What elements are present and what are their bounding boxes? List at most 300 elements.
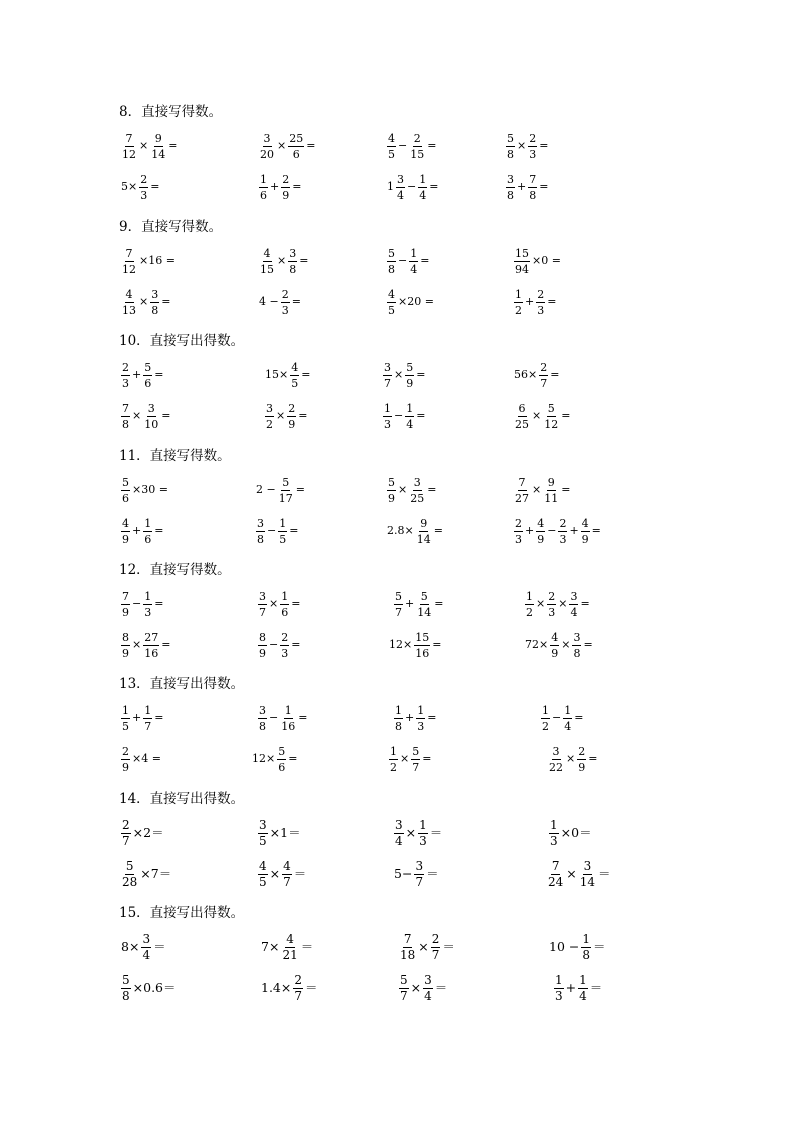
expression-text: =	[588, 752, 598, 765]
fraction-denominator: 9	[122, 646, 129, 660]
fraction-denominator: 7	[144, 719, 152, 733]
expression-text: =	[288, 752, 298, 765]
fraction-denominator: 7	[283, 874, 291, 889]
expression-text: −	[407, 180, 417, 193]
problem-title: 10．直接写出得数。	[119, 333, 245, 349]
fraction	[547, 860, 564, 889]
expression	[258, 243, 309, 279]
fraction-denominator: 16	[415, 646, 430, 660]
fraction-numerator: 2	[122, 360, 129, 374]
problem-title: 11．直接写得数。	[119, 448, 231, 464]
fraction	[121, 631, 130, 660]
expression-text: =	[150, 180, 160, 193]
expression-text: ＝	[442, 939, 455, 954]
fraction-denominator: 13	[122, 303, 136, 317]
fraction-denominator: 7	[122, 833, 130, 848]
expression-text: =	[161, 295, 171, 308]
expression-text: ×	[536, 597, 546, 610]
fraction-numerator: 2	[281, 287, 289, 301]
expression	[524, 627, 594, 663]
fraction	[416, 704, 425, 733]
fraction-denominator: 2	[266, 417, 273, 431]
expression	[120, 357, 164, 393]
fraction-numerator: 5	[278, 744, 286, 758]
fraction-numerator: 6	[518, 401, 526, 415]
fraction-denominator: 2	[515, 303, 522, 317]
fraction	[550, 631, 559, 660]
expression	[393, 700, 437, 736]
expression-text: =	[299, 254, 309, 267]
fraction-numerator: 1	[395, 703, 402, 717]
fraction-denominator: 16	[281, 719, 296, 733]
fraction	[259, 132, 275, 161]
fraction-numerator: 8	[259, 630, 266, 644]
fraction	[121, 819, 131, 848]
expression-text: ×	[410, 980, 422, 995]
expression-text: −	[398, 254, 408, 267]
fraction	[539, 361, 548, 390]
expression-text: ＝	[429, 825, 443, 840]
fraction	[548, 745, 564, 774]
fraction-denominator: 4	[579, 988, 587, 1003]
fraction-numerator: 2	[288, 401, 296, 415]
fraction	[547, 590, 556, 619]
fraction	[572, 631, 581, 660]
fraction	[506, 173, 515, 202]
fraction	[143, 590, 152, 619]
expression-text: =	[289, 524, 299, 537]
fraction-numerator: 3	[570, 589, 578, 603]
expression-text: ×	[532, 409, 542, 422]
fraction-numerator: 4	[551, 630, 559, 644]
fraction-numerator: 3	[259, 817, 267, 832]
expression-text: =	[420, 254, 430, 267]
fraction-denominator: 8	[395, 719, 402, 733]
fraction-numerator: 2	[294, 972, 302, 987]
fraction-denominator: 3	[537, 303, 545, 317]
fraction	[579, 860, 596, 889]
expression	[120, 128, 178, 164]
fraction-numerator: 2	[548, 589, 556, 603]
fraction-numerator: 15	[515, 246, 529, 260]
fraction-numerator: 9	[420, 516, 428, 530]
expression	[120, 398, 171, 434]
fraction-numerator: 7	[125, 246, 133, 260]
fraction	[383, 402, 392, 431]
expression-text: ＝	[305, 980, 318, 995]
fraction-numerator: 5	[395, 589, 402, 603]
expression-text: ＝	[598, 866, 611, 881]
fraction	[394, 704, 403, 733]
expression-text: =	[295, 483, 305, 496]
fraction	[387, 476, 396, 505]
fraction	[121, 860, 138, 889]
fraction	[258, 819, 268, 848]
fraction-numerator: 4	[263, 246, 271, 260]
fraction-denominator: 4	[570, 605, 578, 619]
fraction-denominator: 3	[140, 188, 148, 202]
fraction-numerator: 1	[144, 516, 152, 530]
fraction-numerator: 2	[140, 172, 148, 186]
fraction-numerator: 2	[537, 287, 545, 301]
fraction-denominator: 21	[282, 947, 298, 962]
expression-text: ＝	[589, 980, 603, 995]
expression-text: =	[591, 524, 601, 537]
expression-text: +	[132, 524, 142, 537]
expression	[505, 169, 549, 205]
fraction-denominator: 9	[581, 532, 589, 546]
expression-text: 1	[387, 180, 394, 193]
fraction-numerator: 1	[419, 817, 427, 832]
expression-text: =	[580, 597, 590, 610]
expression	[386, 128, 437, 164]
fraction-denominator: 9	[388, 491, 395, 505]
expression-text: =	[547, 295, 557, 308]
fraction	[259, 247, 275, 276]
fraction	[578, 974, 588, 1003]
fraction-numerator: 5	[388, 246, 395, 260]
fraction-denominator: 8	[507, 188, 514, 202]
fraction	[536, 517, 545, 546]
fraction	[387, 247, 396, 276]
expression	[547, 741, 598, 777]
fraction	[281, 288, 290, 317]
fraction	[290, 361, 299, 390]
fraction-denominator: 5	[291, 376, 299, 390]
expression-text: ×	[517, 139, 527, 152]
expression-text: 15×	[265, 368, 289, 381]
fraction-numerator: 4	[537, 516, 545, 530]
fraction-numerator: 2	[282, 172, 290, 186]
expression-text: ×	[405, 825, 417, 840]
fraction-denominator: 22	[549, 760, 563, 774]
fraction-numerator: 1	[419, 172, 427, 186]
fraction-numerator: 3	[147, 401, 155, 415]
expression-text: ＝	[300, 939, 314, 954]
expression-text: 12×	[252, 752, 276, 765]
fraction-numerator: 27	[144, 630, 159, 644]
fraction	[416, 590, 432, 619]
expression	[264, 398, 308, 434]
fraction-denominator: 7	[400, 988, 408, 1003]
fraction-denominator: 15	[410, 147, 425, 161]
fraction	[278, 517, 287, 546]
expression-text: ＝	[293, 866, 307, 881]
fraction-numerator: 5	[144, 360, 152, 374]
fraction-denominator: 4	[395, 833, 403, 848]
fraction-numerator: 2	[431, 931, 440, 946]
fraction	[418, 819, 428, 848]
fraction	[414, 631, 430, 660]
expression-text: ×	[277, 254, 287, 267]
fraction	[528, 173, 537, 202]
expression	[260, 970, 319, 1006]
expression-text: =	[432, 638, 442, 651]
fraction	[543, 402, 559, 431]
fraction-numerator: 3	[413, 475, 421, 489]
fraction-numerator: 5	[122, 972, 130, 987]
expression	[386, 169, 439, 205]
problem-title: 15．直接写出得数。	[119, 905, 245, 921]
expression-text: +	[132, 711, 142, 724]
expression-text: +	[569, 524, 579, 537]
fraction	[121, 974, 131, 1003]
expression	[120, 741, 162, 777]
fraction-denominator: 8	[122, 417, 129, 431]
fraction	[528, 132, 537, 161]
expression	[120, 856, 172, 892]
fraction-denominator: 3	[548, 605, 556, 619]
expression	[257, 586, 301, 622]
expression	[255, 472, 306, 508]
expression-text: ×	[532, 483, 542, 496]
fraction	[121, 247, 137, 276]
fraction-denominator: 25	[410, 491, 425, 505]
fraction-numerator: 2	[122, 744, 129, 758]
fraction	[563, 704, 572, 733]
fraction	[409, 132, 425, 161]
expression	[257, 627, 301, 663]
fraction-denominator: 7	[384, 376, 391, 390]
fraction-denominator: 9	[122, 605, 129, 619]
fraction-numerator: 1	[279, 516, 287, 530]
expression-text: ×16 =	[139, 254, 175, 267]
fraction-denominator: 3	[281, 646, 289, 660]
fraction	[121, 361, 130, 390]
expression-text: ×	[277, 139, 287, 152]
fraction-numerator: 4	[286, 931, 294, 946]
expression	[513, 513, 602, 549]
expression-text: =	[416, 409, 426, 422]
fraction-denominator: 12	[544, 417, 559, 431]
fraction	[416, 517, 432, 546]
fraction-numerator: 1	[564, 703, 572, 717]
expression-text: =	[429, 180, 439, 193]
fraction	[277, 745, 286, 774]
expression-text: ×	[269, 597, 279, 610]
fraction-denominator: 9	[406, 376, 414, 390]
expression-text: ×30 =	[132, 483, 168, 496]
expression-text: ×	[400, 752, 410, 765]
fraction-numerator: 2	[559, 516, 567, 530]
fraction	[431, 933, 441, 962]
expression-text: ×4 =	[132, 752, 161, 765]
fraction-numerator: 1	[515, 287, 522, 301]
expression-text: 8×	[121, 939, 140, 954]
expression-text: +	[132, 368, 142, 381]
expression	[257, 700, 308, 736]
expression	[548, 929, 607, 965]
expression-text: 5×	[121, 180, 138, 193]
fraction-denominator: 3	[550, 833, 558, 848]
fraction	[143, 704, 152, 733]
fraction-numerator: 5	[420, 589, 428, 603]
expression-text: =	[550, 368, 560, 381]
fraction-numerator: 8	[122, 630, 129, 644]
fraction-numerator: 1	[542, 703, 549, 717]
fraction-denominator: 4	[424, 988, 432, 1003]
expression-text: =	[574, 711, 584, 724]
expression	[120, 169, 160, 205]
expression-text: =	[292, 180, 302, 193]
fraction-denominator: 15	[260, 262, 274, 276]
expression	[255, 513, 299, 549]
expression-text: 1.4×	[261, 980, 292, 995]
expression-text: ＝	[153, 939, 166, 954]
expression-text: =	[154, 368, 164, 381]
fraction-denominator: 8	[529, 188, 537, 202]
expression-text: ＝	[434, 980, 448, 995]
fraction	[282, 860, 292, 889]
expression	[540, 700, 584, 736]
fraction	[418, 173, 427, 202]
problem-title: 13．直接写出得数。	[119, 676, 245, 692]
fraction	[287, 402, 296, 431]
fraction-numerator: 1	[122, 703, 129, 717]
fraction-numerator: 5	[282, 475, 290, 489]
fraction-denominator: 3	[122, 376, 129, 390]
expression-text: ×	[394, 368, 404, 381]
expression-text: +	[270, 180, 280, 193]
fraction-numerator: 1	[144, 589, 152, 603]
fraction-numerator: 1	[284, 703, 292, 717]
fraction-denominator: 8	[122, 988, 130, 1003]
expression-text: ×	[276, 409, 286, 422]
expression-text: 10 −	[549, 939, 580, 954]
expression-text: =	[306, 139, 316, 152]
fraction-numerator: 7	[518, 475, 526, 489]
fraction	[525, 590, 534, 619]
fraction-numerator: 1	[390, 744, 397, 758]
fraction-denominator: 2	[526, 605, 533, 619]
expression-text: =	[154, 711, 164, 724]
fraction	[258, 631, 267, 660]
fraction-denominator: 7	[415, 874, 424, 889]
fraction-denominator: 8	[257, 532, 264, 546]
fraction	[121, 402, 130, 431]
expression	[120, 284, 171, 320]
fraction-numerator: 7	[551, 858, 560, 873]
fraction	[258, 590, 267, 619]
fraction-denominator: 3	[529, 147, 537, 161]
fraction	[389, 745, 398, 774]
expression	[386, 472, 437, 508]
fraction-denominator: 8	[388, 262, 395, 276]
fraction-numerator: 2	[122, 817, 130, 832]
expression-text: =	[161, 638, 171, 651]
fraction-denominator: 3	[559, 532, 567, 546]
fraction-denominator: 4	[397, 188, 404, 202]
fraction	[514, 476, 530, 505]
fraction-denominator: 2	[390, 760, 397, 774]
fraction-denominator: 16	[144, 646, 159, 660]
expression	[258, 284, 302, 320]
fraction-numerator: 4	[291, 360, 299, 374]
expression-text: =	[291, 597, 301, 610]
expression-text: 12×	[389, 638, 413, 651]
fraction-numerator: 2	[578, 744, 586, 758]
fraction-numerator: 1	[384, 401, 391, 415]
fraction	[258, 704, 267, 733]
fraction-numerator: 2	[413, 131, 421, 145]
fraction-numerator: 5	[406, 360, 414, 374]
fraction-numerator: 3	[552, 744, 560, 758]
fraction-denominator: 4	[142, 947, 151, 962]
fraction	[514, 517, 523, 546]
fraction-denominator: 6	[260, 188, 267, 202]
expression-text: =	[291, 638, 301, 651]
fraction-numerator: 1	[144, 703, 152, 717]
expression-text: +	[565, 980, 577, 995]
fraction-denominator: 9	[259, 646, 266, 660]
fraction	[383, 361, 392, 390]
fraction	[259, 173, 268, 202]
expression	[393, 586, 444, 622]
fraction-numerator: 4	[283, 858, 291, 873]
expression-text: −	[398, 139, 408, 152]
fraction-denominator: 9	[578, 760, 586, 774]
fraction-denominator: 20	[260, 147, 274, 161]
fraction	[536, 288, 545, 317]
fraction-denominator: 9	[288, 417, 296, 431]
fraction-numerator: 3	[583, 858, 592, 873]
fraction	[150, 132, 166, 161]
fraction	[423, 974, 433, 1003]
fraction	[280, 704, 296, 733]
fraction-denominator: 14	[579, 874, 596, 889]
fraction-numerator: 5	[125, 858, 134, 873]
expression-text: =	[539, 139, 549, 152]
expression	[120, 243, 176, 279]
expression	[120, 700, 164, 736]
fraction-numerator: 3	[424, 972, 432, 987]
expression-text: ×2＝	[132, 825, 164, 840]
problem-title: 8．直接写得数。	[119, 104, 223, 120]
expression	[524, 586, 591, 622]
expression	[393, 856, 440, 892]
expression	[120, 970, 177, 1006]
fraction	[549, 819, 559, 848]
expression-text: ×20 =	[398, 295, 434, 308]
fraction-denominator: 8	[151, 303, 159, 317]
expression-text: =	[298, 711, 308, 724]
expression-text: ×	[558, 597, 568, 610]
fraction-denominator: 94	[515, 262, 529, 276]
fraction-numerator: 7	[122, 589, 129, 603]
expression-text: ×	[139, 139, 149, 152]
fraction	[577, 745, 586, 774]
fraction-denominator: 25	[515, 417, 529, 431]
expression-text: =	[168, 139, 178, 152]
fraction	[414, 860, 424, 889]
expression	[398, 929, 456, 965]
expression-text: =	[583, 638, 593, 651]
fraction-numerator: 1	[406, 401, 414, 415]
expression-text: 72×	[525, 638, 549, 651]
expression-text: ＝	[426, 866, 439, 881]
fraction-numerator: 3	[289, 246, 297, 260]
expression-text: =	[539, 180, 549, 193]
fraction-denominator: 3	[417, 719, 425, 733]
fraction-denominator: 4	[410, 262, 418, 276]
problem-title: 12．直接写得数。	[119, 562, 231, 578]
fraction-numerator: 3	[259, 589, 266, 603]
fraction-numerator: 4	[581, 516, 589, 530]
fraction	[143, 361, 152, 390]
expression-text: 2 −	[256, 483, 276, 496]
fraction-denominator: 8	[582, 947, 590, 962]
expression	[251, 741, 298, 777]
